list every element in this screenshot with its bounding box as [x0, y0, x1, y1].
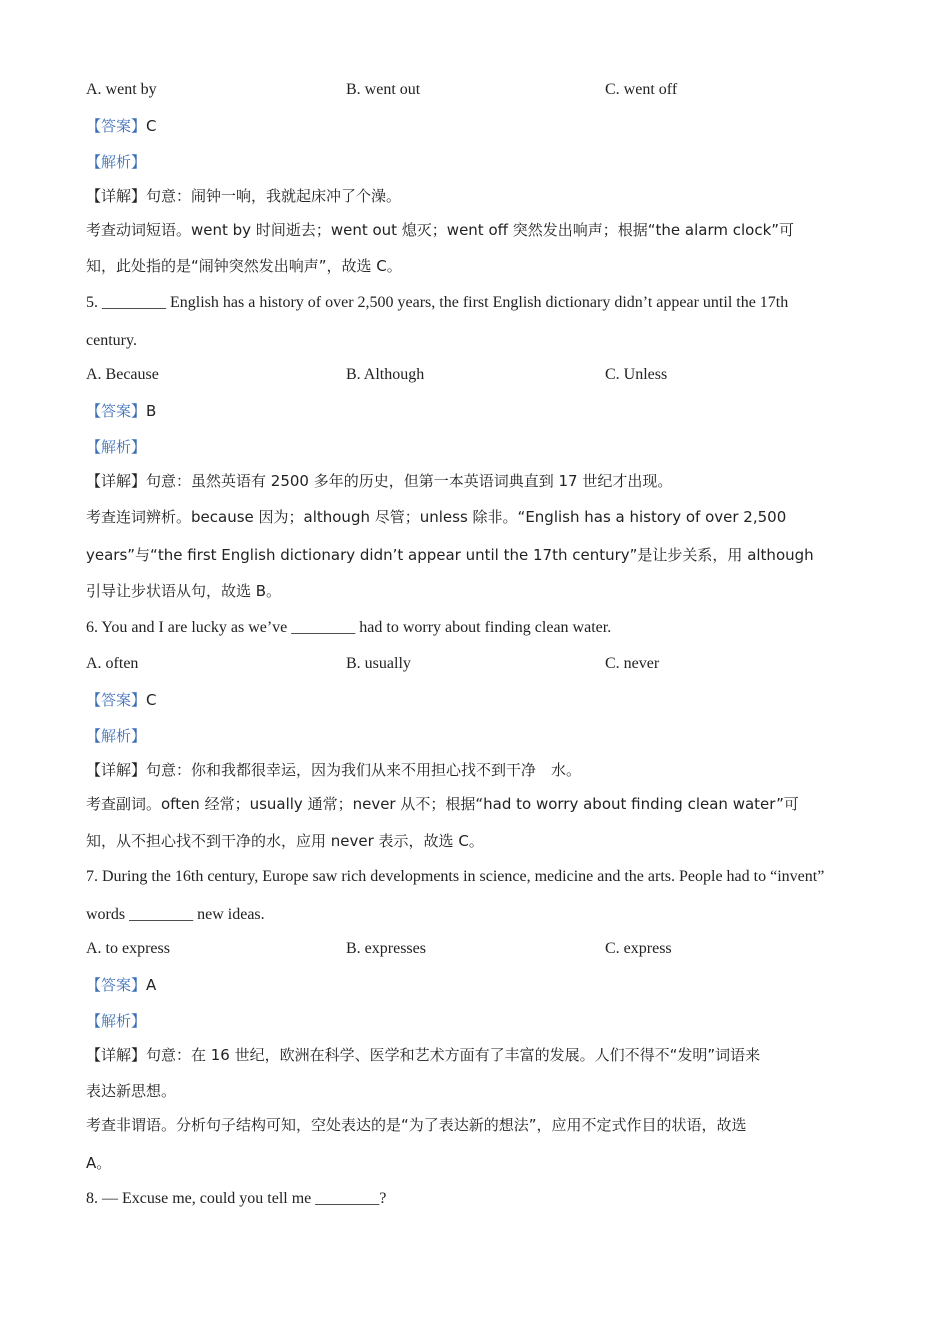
answer: A [146, 976, 157, 994]
option-a: A. to express [86, 940, 170, 957]
option-a: A. Because [86, 366, 159, 383]
answer-tag: 【答案】 [86, 117, 147, 135]
detail: 【详解】句意：你和我都很幸运，因为我们从来不用担心找不到干净 水。 [86, 761, 582, 779]
explanation: years”与“the first English dictionary didn’t appear until the 17th century”是让步关系，用 although [86, 546, 814, 564]
question-stem: 8. — Excuse me, could you tell me ________? [86, 1190, 387, 1207]
analysis-tag: 【解析】 [86, 153, 147, 171]
answer-tag: 【答案】 [86, 691, 147, 709]
answer-line [86, 689, 157, 711]
question-stem: 5. ________ English has a history of over 2,500 years, the first English dictionary didn’t appear until the 17th [86, 294, 789, 311]
explanation: 引导让步状语从句，故选 B。 [86, 582, 282, 600]
option-b: B. went out [346, 81, 421, 98]
answer: B [146, 402, 157, 420]
detail: 表达新思想。 [86, 1082, 177, 1100]
answer-tag: 【答案】 [86, 976, 147, 994]
explanation: A。 [86, 1154, 112, 1172]
question-stem: 7. During the 16th century, Europe saw rich developments in science, medicine and the arts. People had to “invent” [86, 868, 825, 885]
answer: C [146, 117, 157, 135]
detail: 【详解】句意：虽然英语有 2500 多年的历史，但第一本英语词典直到 17 世纪才出现。 [86, 472, 673, 490]
answer-line [86, 115, 157, 137]
answer: C [146, 691, 157, 709]
detail: 【详解】句意：闹钟一响，我就起床冲了个澡。 [86, 187, 402, 205]
question-stem: 6. You and I are lucky as we’ve ________ had to worry about finding clean water. [86, 619, 612, 636]
question-stem: words ________ new ideas. [86, 906, 265, 923]
option-c: C. never [605, 655, 660, 672]
answer-tag: 【答案】 [86, 402, 147, 420]
option-c: C. express [605, 940, 672, 957]
explanation: 知，从不担心找不到干净的水，应用 never 表示，故选 C。 [86, 832, 484, 850]
explanation: 考查动词短语。went by 时间逝去；went out 熄灭；went off 突然发出响声；根据“the alarm clock”可 [86, 221, 795, 239]
analysis-tag: 【解析】 [86, 1012, 147, 1030]
option-b: B. Although [346, 366, 425, 383]
explanation: 知，此处指的是“闹钟突然发出响声”，故选 C。 [86, 257, 402, 275]
answer-line [86, 974, 156, 996]
question-stem: century. [86, 332, 137, 349]
answer-line [86, 400, 156, 422]
analysis-tag: 【解析】 [86, 727, 147, 745]
explanation: 考查非谓语。分析句子结构可知，空处表达的是“为了表达新的想法”，应用不定式作目的状语，故选 [86, 1116, 747, 1134]
option-a: A. went by [86, 81, 157, 98]
explanation: 考查副词。often 经常；usually 通常；never 从不；根据“had to worry about finding clean water”可 [86, 795, 799, 813]
explanation: 考查连词辨析。because 因为；although 尽管；unless 除非。“English has a history of over 2,500 [86, 508, 787, 526]
option-c: C. went off [605, 81, 678, 98]
analysis-tag: 【解析】 [86, 438, 147, 456]
option-b: B. usually [346, 655, 411, 672]
detail: 【详解】句意：在 16 世纪，欧洲在科学、医学和艺术方面有了丰富的发展。人们不得不“发明”词语来 [86, 1046, 761, 1064]
option-b: B. expresses [346, 940, 426, 957]
option-c: C. Unless [605, 366, 668, 383]
option-a: A. often [86, 655, 139, 672]
